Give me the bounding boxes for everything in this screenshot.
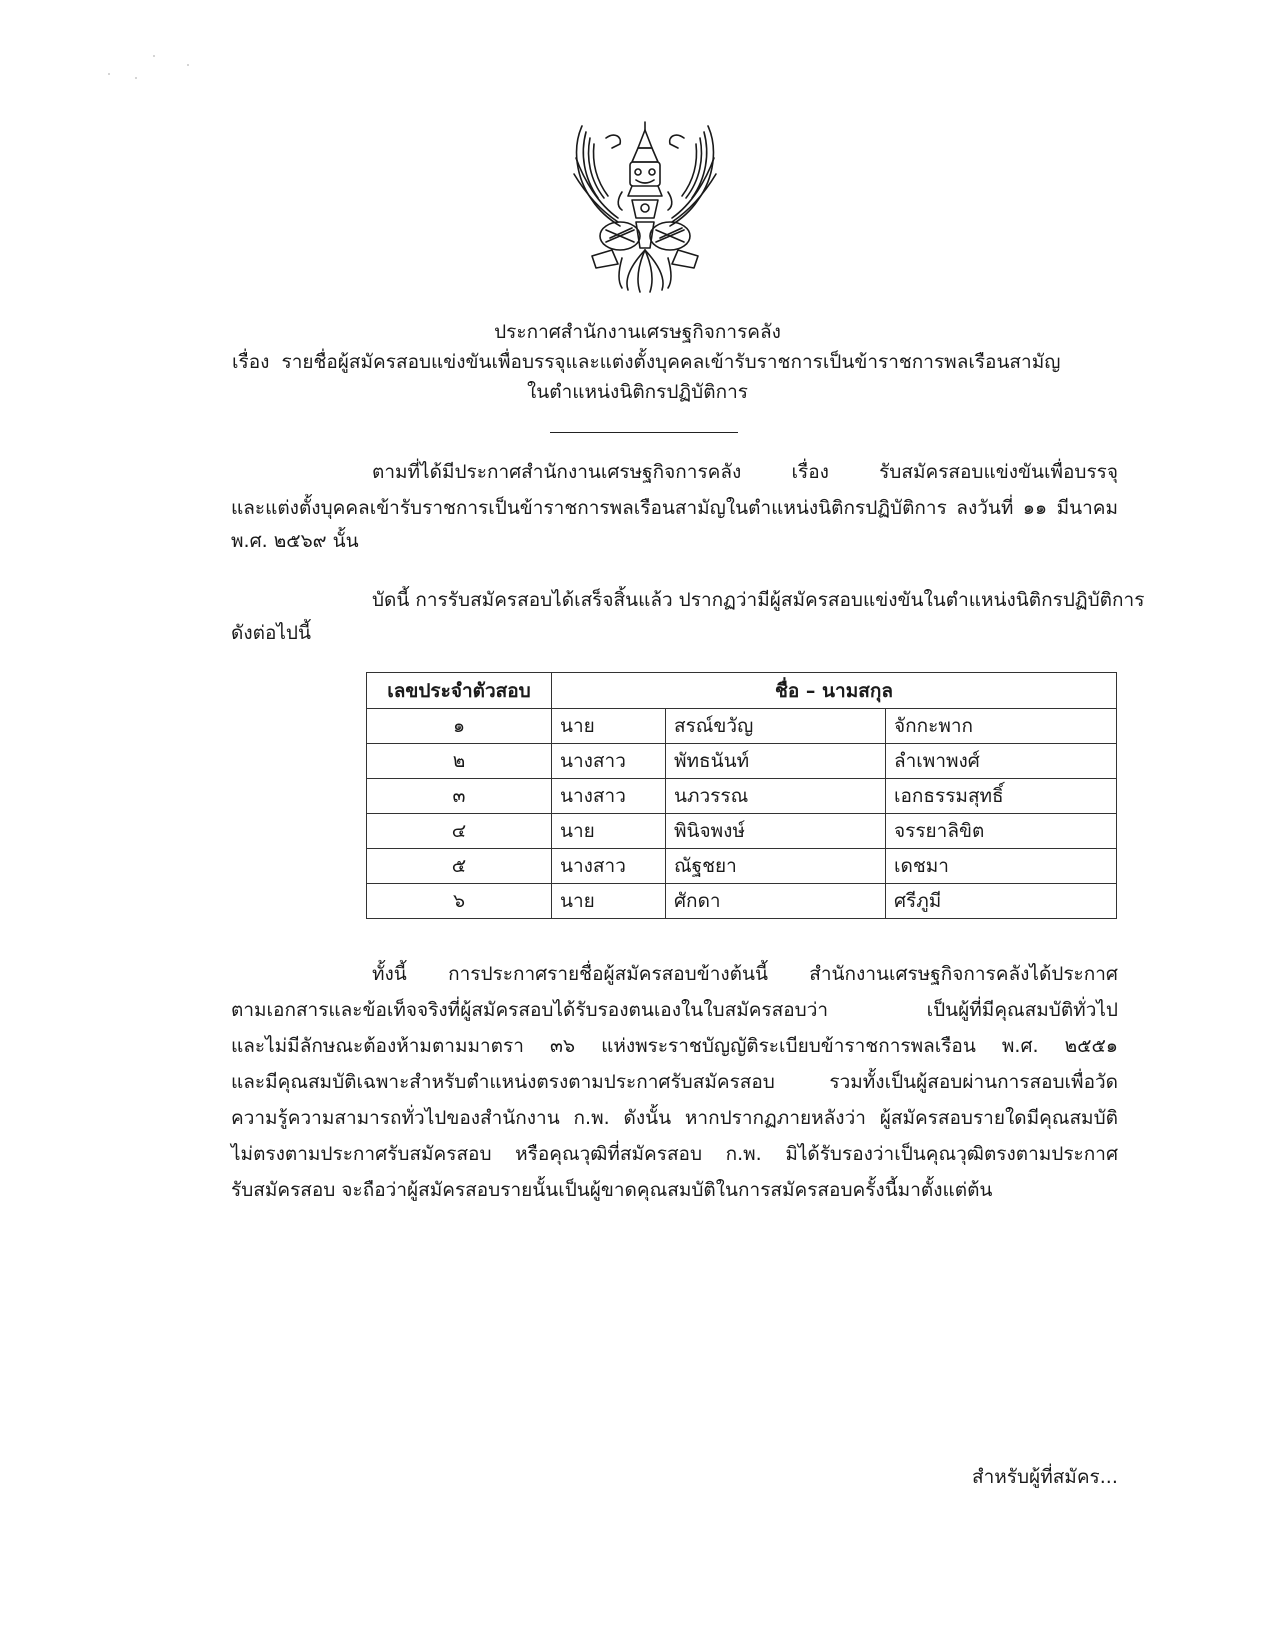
cell-first-name: พินิจพงษ์ [666, 814, 886, 849]
cell-title: นางสาว [552, 779, 666, 814]
header-exam-id: เลขประจำตัวสอบ [367, 673, 552, 709]
cell-last-name: เอกธรรมสุทธิ์ [886, 779, 1117, 814]
cell-first-name: พัทธนันท์ [666, 744, 886, 779]
cell-last-name: ศรีภูมี [886, 884, 1117, 919]
announcement-title: ประกาศสำนักงานเศรษฐกิจการคลัง [494, 321, 781, 343]
subject-text: รายชื่อผู้สมัครสอบแข่งขันเพื่อบรรจุและแต่งตั้งบุคคลเข้ารับราชการเป็นข้าราชการพลเรือนสามัญ [281, 351, 1061, 373]
cell-exam-id: ๕ [367, 849, 552, 884]
paragraph-3-line-6: ไม่ตรงตามประกาศรับสมัครสอบ หรือคุณวุฒิที่สมัครสอบ ก.พ. มิได้รับรองว่าเป็นคุณวุฒิตรงตามประกาศ [231, 1143, 1118, 1165]
cell-title: นาย [552, 709, 666, 744]
table-row [367, 884, 1117, 919]
subject-label: เรื่อง [232, 351, 270, 373]
table-row [367, 744, 1117, 779]
cell-title: นางสาว [552, 744, 666, 779]
table-row [367, 779, 1117, 814]
table-row [367, 814, 1117, 849]
cell-first-name: ณัฐชยา [666, 849, 886, 884]
continued-note: สำหรับผู้ที่สมัคร... [972, 1466, 1118, 1488]
paragraph-3-line-4: และมีคุณสมบัติเฉพาะสำหรับตำแหน่งตรงตามประกาศรับสมัครสอบ รวมทั้งเป็นผู้สอบผ่านการสอบเพื่อวัด [231, 1071, 1118, 1093]
scan-speck [153, 55, 155, 57]
cell-title: นาย [552, 814, 666, 849]
title-divider [550, 432, 738, 433]
cell-exam-id: ๖ [367, 884, 552, 919]
announcement-subject-line2: ในตำแหน่งนิติกรปฏิบัติการ [527, 381, 748, 403]
cell-last-name: จักกะพาก [886, 709, 1117, 744]
cell-exam-id: ๓ [367, 779, 552, 814]
cell-exam-id: ๑ [367, 709, 552, 744]
cell-last-name: จรรยาลิขิต [886, 814, 1117, 849]
paragraph-3-line-7: รับสมัครสอบ จะถือว่าผู้สมัครสอบรายนั้นเป็นผู้ขาดคุณสมบัติในการสมัครสอบครั้งนี้มาตั้งแต่ต้น [231, 1179, 993, 1201]
cell-first-name: สรณ์ขวัญ [666, 709, 886, 744]
announcement-subject [232, 347, 1060, 377]
paragraph-3-line-5: ความรู้ความสามารถทั่วไปของสำนักงาน ก.พ. ดังนั้น หากปรากฏภายหลังว่า ผู้สมัครสอบรายใดมีคุณสมบัติ [231, 1107, 1118, 1129]
garuda-emblem-icon [562, 118, 728, 296]
candidate-table [366, 672, 1117, 919]
cell-title: นาย [552, 884, 666, 919]
cell-last-name: เดชมา [886, 849, 1117, 884]
scan-speck [108, 73, 110, 75]
paragraph-2-line-2: ดังต่อไปนี้ [231, 622, 311, 644]
table-row [367, 709, 1117, 744]
cell-title: นางสาว [552, 849, 666, 884]
paragraph-3-line-3: และไม่มีลักษณะต้องห้ามตามมาตรา ๓๖ แห่งพระราชบัญญัติระเบียบข้าราชการพลเรือน พ.ศ. ๒๕๕๑ [231, 1035, 1118, 1057]
cell-exam-id: ๒ [367, 744, 552, 779]
paragraph-1-line-1: ตามที่ได้มีประกาศสำนักงานเศรษฐกิจการคลัง เรื่อง รับสมัครสอบแข่งขันเพื่อบรรจุ [372, 461, 1118, 483]
paragraph-1-line-2: และแต่งตั้งบุคคลเข้ารับราชการเป็นข้าราชการพลเรือนสามัญในตำแหน่งนิติกรปฏิบัติการ ลงวันที่ ๑๑ มีนาคม [231, 497, 1118, 519]
paragraph-2-line-1: บัดนี้ การรับสมัครสอบได้เสร็จสิ้นแล้ว ปรากฏว่ามีผู้สมัครสอบแข่งขันในตำแหน่งนิติกรปฏิบัติการ [372, 589, 1145, 611]
header-full-name: ชื่อ – นามสกุล [552, 673, 1117, 709]
scan-speck [187, 64, 189, 66]
paragraph-3-line-2: ตามเอกสารและข้อเท็จจริงที่ผู้สมัครสอบได้รับรองตนเองในใบสมัครสอบว่า เป็นผู้ที่มีคุณสมบัติทั่วไป [231, 999, 1118, 1021]
table-header-row [367, 673, 1117, 709]
cell-last-name: ลำเพาพงศ์ [886, 744, 1117, 779]
scan-speck [135, 77, 137, 79]
cell-first-name: นภวรรณ [666, 779, 886, 814]
cell-first-name: ศักดา [666, 884, 886, 919]
paragraph-1-line-3: พ.ศ. ๒๕๖๙ นั้น [231, 530, 359, 552]
table-row [367, 849, 1117, 884]
paragraph-3-line-1: ทั้งนี้ การประกาศรายชื่อผู้สมัครสอบข้างต้นนี้ สำนักงานเศรษฐกิจการคลังได้ประกาศ [372, 963, 1118, 985]
cell-exam-id: ๔ [367, 814, 552, 849]
